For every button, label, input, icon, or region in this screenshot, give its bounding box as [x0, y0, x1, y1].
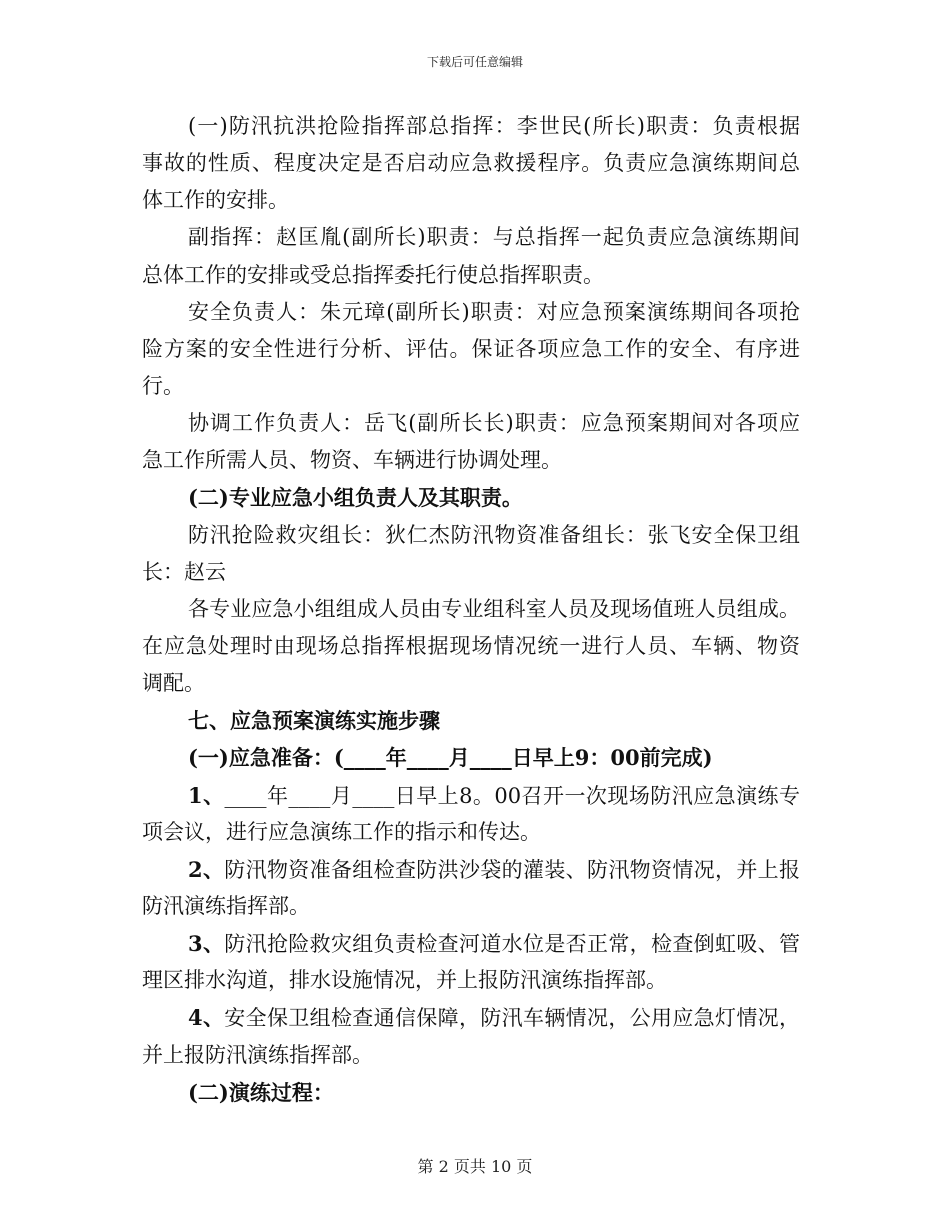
paragraph-line: 总体工作的安排或受总指挥委托行使总指挥职责。: [142, 262, 604, 287]
step-line: 理区排水沟道，排水设施情况，并上报防汛演练指挥部。: [142, 968, 667, 993]
paragraph-line: 防汛抢险救灾组长：狄仁杰防汛物资准备组长：张飞安全保卫组: [188, 522, 800, 547]
step-text: ____年____月____日早上8。00召开一次现场防汛应急演练专: [224, 783, 800, 808]
step-number: 1、: [188, 782, 225, 808]
step-line: [142, 851, 800, 888]
paragraph-line: 行。: [142, 373, 184, 398]
step-text: 防汛抢险救灾组负责检查河道水位是否正常，检查倒虹吸、管: [224, 932, 800, 957]
chapter-heading: 七、应急预案演练实施步骤: [188, 708, 440, 734]
step-number: 3、: [188, 931, 225, 957]
step-line: [142, 999, 800, 1036]
paragraph-line: 在应急处理时由现场总指挥根据现场情况统一进行人员、车辆、物资: [142, 633, 800, 658]
page-number: 第 2 页共 10 页: [417, 1157, 533, 1176]
step-line: 项会议，进行应急演练工作的指示和传达。: [142, 819, 541, 844]
step-line: [142, 925, 800, 962]
step-text: 防汛物资准备组检查防洪沙袋的灌装、防汛物资情况，并上报: [224, 857, 800, 882]
step-line: 并上报防汛演练指挥部。: [142, 1042, 373, 1067]
paragraph-line: 副指挥：赵匡胤(副所长)职责：与总指挥一起负责应急演练期间: [188, 225, 800, 250]
page-header-note: 下载后可任意编辑: [426, 55, 523, 69]
paragraph-line: 事故的性质、程度决定是否启动应急救援程序。负责应急演练期间总: [142, 151, 800, 176]
paragraph-line: 长：赵云: [142, 559, 226, 584]
step-text: 安全保卫组检查通信保障，防汛车辆情况，公用应急灯情况，: [224, 1006, 800, 1031]
paragraph-line: 急工作所需人员、物资、车辆进行协调处理。: [142, 448, 562, 473]
step-line: [142, 777, 800, 814]
paragraph-line: (一)防汛抗洪抢险指挥部总指挥：李世民(所长)职责：负责根据: [188, 114, 800, 138]
step-number: 2、: [188, 856, 225, 882]
paragraph-line: 体工作的安排。: [142, 188, 289, 213]
paragraph-line: 调配。: [142, 671, 205, 696]
section-heading: (二)演练过程：: [188, 1079, 334, 1105]
step-number: 4、: [188, 1005, 225, 1031]
paragraph-line: 险方案的安全性进行分析、评估。保证各项应急工作的安全、有序进: [142, 336, 800, 361]
paragraph-line: 协调工作负责人：岳飞(副所长长)职责：应急预案期间对各项应: [188, 411, 800, 436]
section-heading: (二)专业应急小组负责人及其职责。: [188, 485, 523, 511]
document-body: [142, 108, 800, 1111]
paragraph-line: 安全负责人：朱元璋(副所长)职责：对应急预案演练期间各项抢: [188, 299, 800, 324]
section-heading: (一)应急准备：(____年____月____日早上9：00前完成): [188, 745, 713, 771]
paragraph-line: 各专业应急小组组成人员由专业组科室人员及现场值班人员组成。: [188, 596, 800, 621]
step-line: 防汛演练指挥部。: [142, 893, 310, 918]
